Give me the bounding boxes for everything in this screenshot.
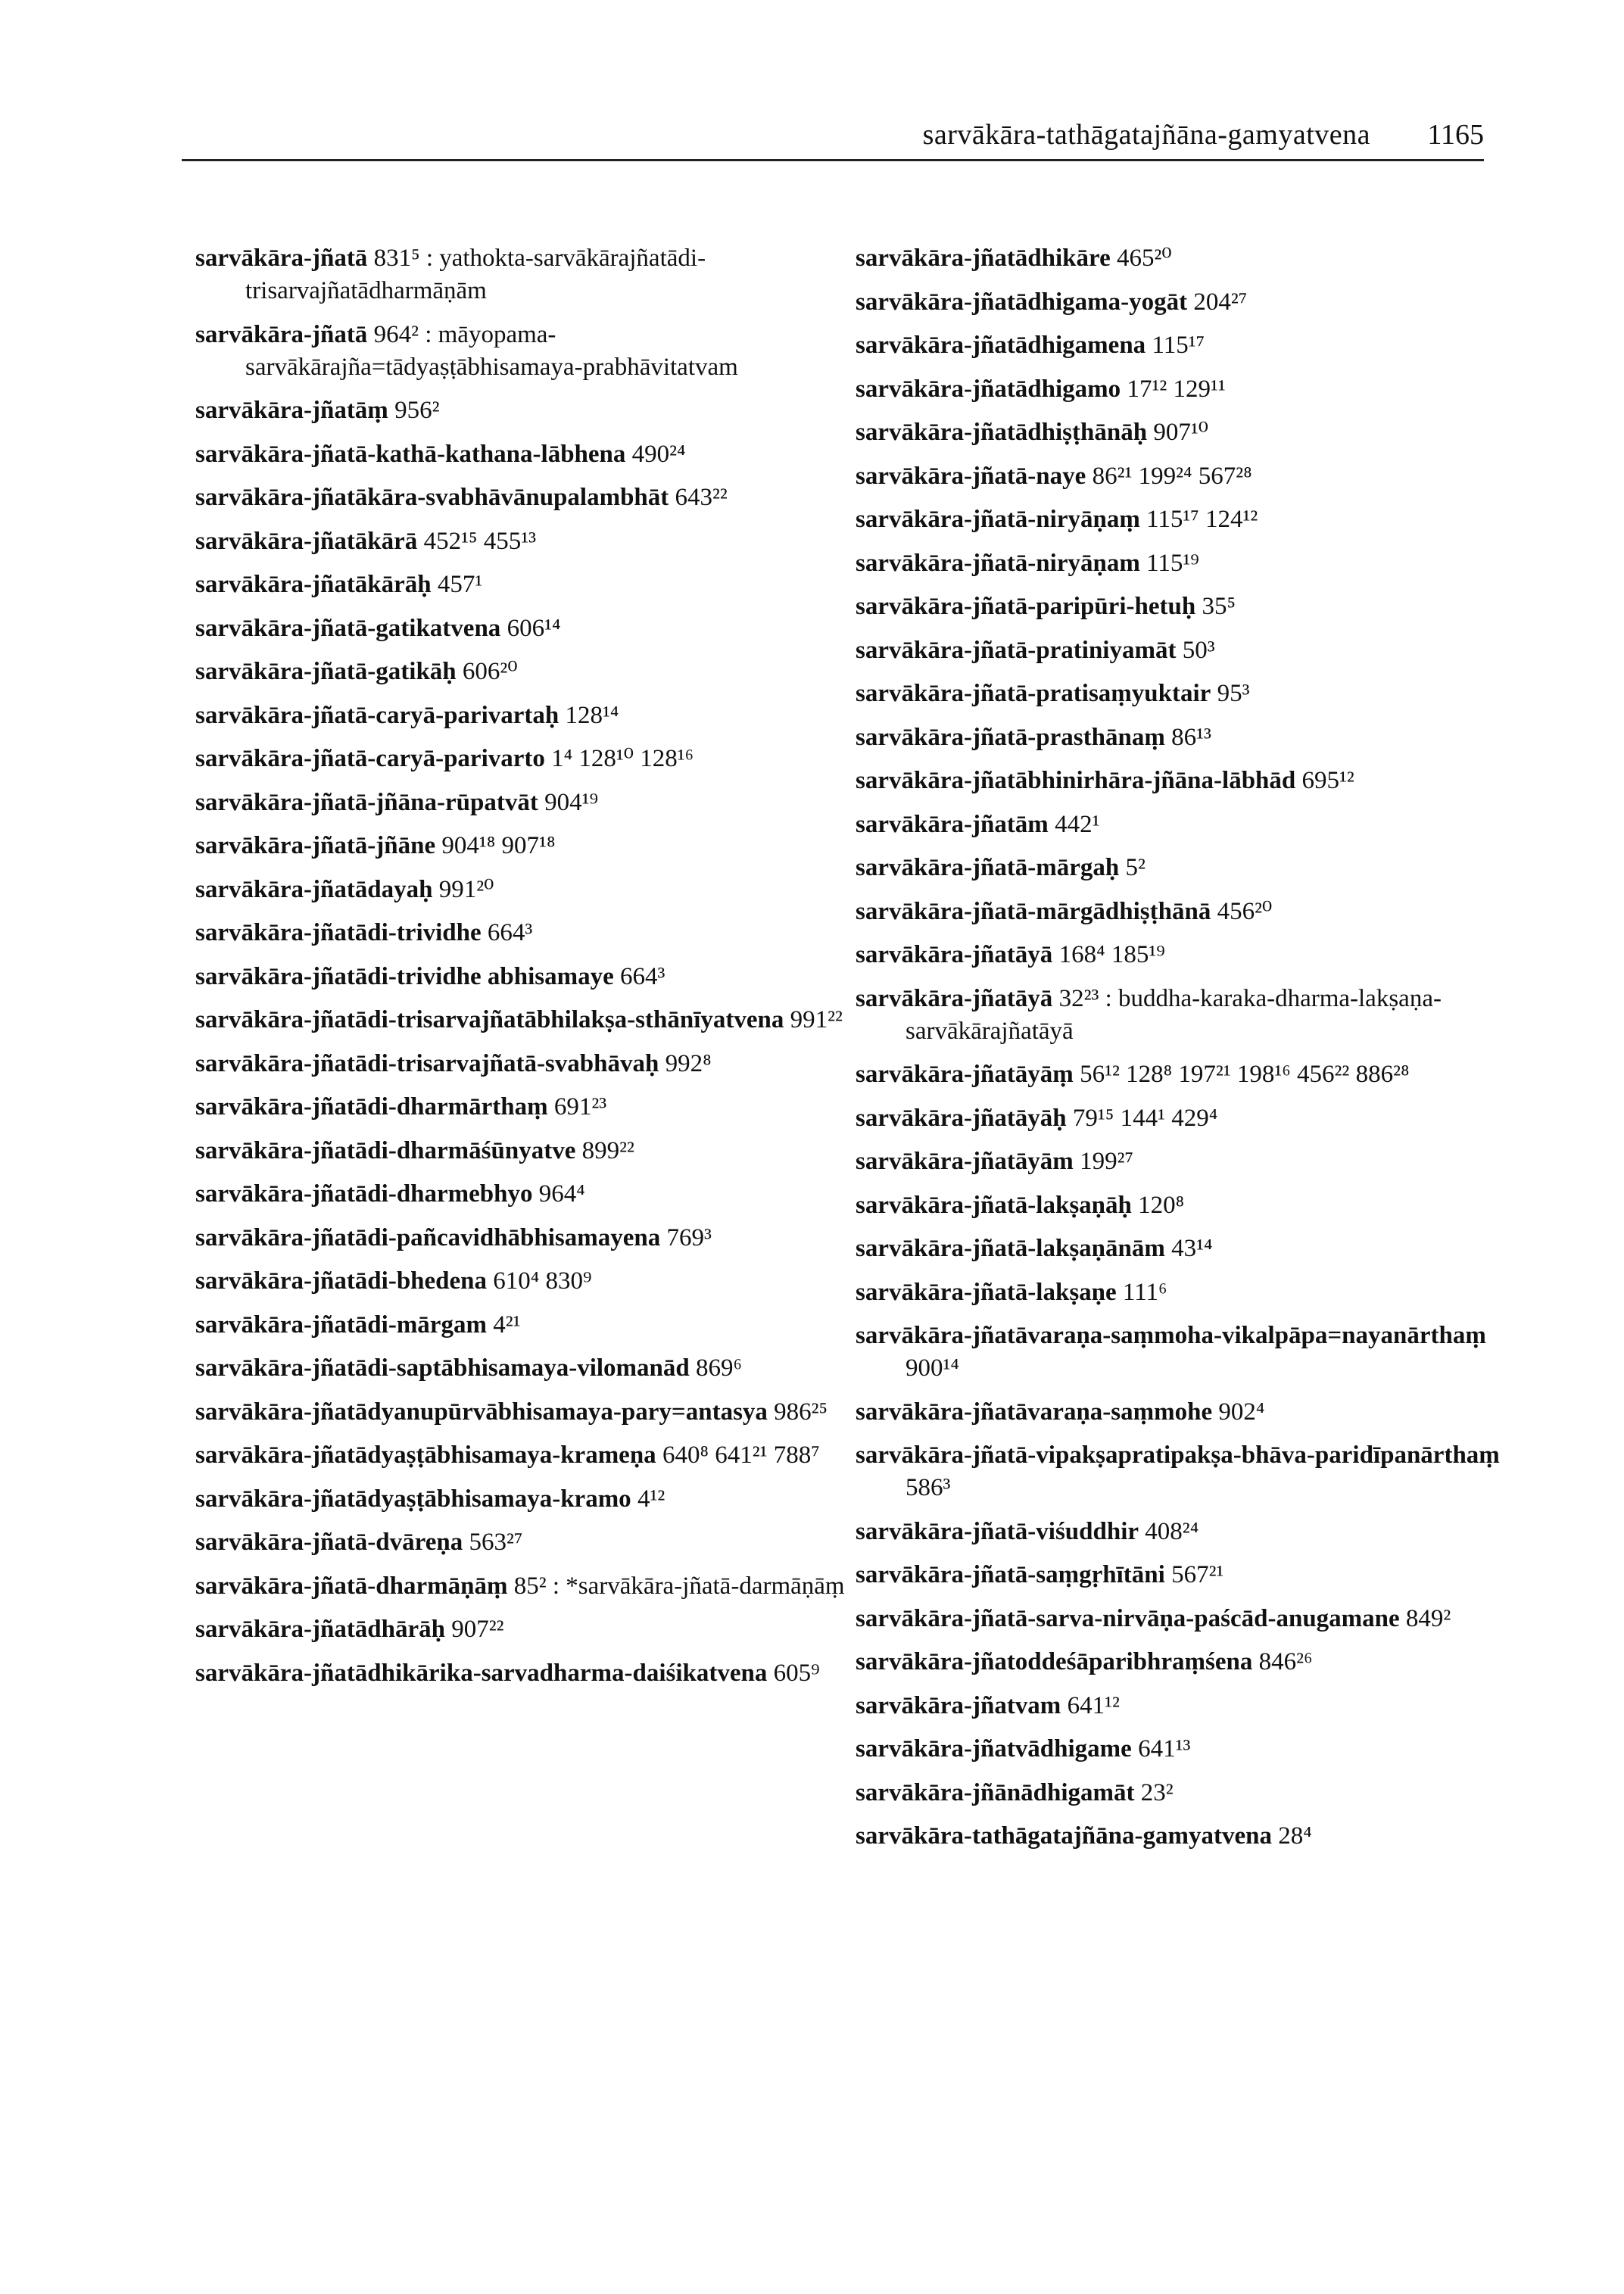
index-entry bbox=[195, 1091, 846, 1124]
entry-term: sarvākāra-jñatā-caryā-parivarto bbox=[195, 745, 545, 772]
entry-term: sarvākāra-jñatāvaraṇa-saṃmohe bbox=[856, 1398, 1213, 1426]
entry-term: sarvākāra-jñatādyaṣṭābhisamaya-kramo bbox=[195, 1485, 631, 1513]
index-entry bbox=[856, 460, 1507, 493]
index-entry bbox=[195, 242, 846, 307]
entry-term: sarvākāra-jñatā-viśuddhir bbox=[856, 1517, 1139, 1545]
entry-term: sarvākāra-jñatā-prasthānaṃ bbox=[856, 723, 1165, 751]
entry-refs: 43¹⁴ bbox=[1171, 1235, 1213, 1262]
entry-term: sarvākāra-jñatā-mārgādhiṣṭhānā bbox=[856, 897, 1211, 925]
index-entry bbox=[195, 569, 846, 601]
index-entry bbox=[856, 1733, 1507, 1766]
entry-refs: 95³ bbox=[1217, 680, 1250, 707]
page-header bbox=[182, 114, 1484, 161]
entry-refs: 869⁶ bbox=[695, 1354, 742, 1382]
entry-refs: 115¹⁷ 124¹² bbox=[1146, 506, 1258, 533]
entry-refs: 79¹⁵ 144¹ 429⁴ bbox=[1072, 1104, 1218, 1132]
index-entry bbox=[195, 1309, 846, 1342]
entry-refs: 964² : māyopama-sarvākārajña=tādyaṣṭābhisamaya-prabhāvitatvam bbox=[245, 320, 738, 381]
entry-refs: 86¹³ bbox=[1171, 723, 1211, 751]
index-entry bbox=[856, 416, 1507, 449]
entry-term: sarvākāra-jñatādhigamo bbox=[856, 375, 1121, 403]
entry-refs: 4²¹ bbox=[493, 1311, 521, 1339]
entry-refs: 32²³ : buddha-karaka-dharma-lakṣaṇa-sarvākārajñatāyā bbox=[906, 984, 1442, 1045]
entry-refs: 452¹⁵ 455¹³ bbox=[423, 527, 536, 555]
index-entry bbox=[195, 1352, 846, 1385]
entry-refs: 964⁴ bbox=[538, 1180, 585, 1208]
entry-term: sarvākāra-jñatā-niryāṇaṃ bbox=[856, 506, 1140, 533]
index-entry bbox=[195, 394, 846, 427]
entry-term: sarvākāra-jñatākāra-svabhāvānupalambhāt bbox=[195, 484, 669, 511]
entry-refs: 442¹ bbox=[1055, 810, 1100, 838]
entry-refs: 563²⁷ bbox=[469, 1529, 523, 1556]
entry-term: sarvākāra-jñatā-lakṣaṇe bbox=[856, 1278, 1117, 1306]
entry-term: sarvākāra-jñatoddeśāparibhraṃśena bbox=[856, 1648, 1253, 1675]
entry-refs: 115¹⁹ bbox=[1146, 549, 1199, 577]
entry-refs: 846²⁶ bbox=[1258, 1648, 1313, 1675]
entry-term: sarvākāra-jñatā-gatikatvena bbox=[195, 614, 501, 642]
index-entry bbox=[195, 1004, 846, 1036]
entry-refs: 641¹² bbox=[1067, 1691, 1120, 1719]
index-entry bbox=[856, 591, 1507, 623]
entry-refs: 85² : *sarvākāra-jñatā-darmāṇāṃ bbox=[513, 1572, 845, 1600]
entry-refs: 664³ bbox=[620, 962, 665, 990]
entry-term: sarvākāra-jñatāṃ bbox=[195, 397, 388, 424]
index-entry bbox=[195, 482, 846, 514]
entry-refs: 128¹⁴ bbox=[565, 701, 619, 729]
entry-refs: 907¹⁰ bbox=[1153, 419, 1208, 446]
entry-refs: 17¹² 129¹¹ bbox=[1127, 375, 1226, 403]
entry-refs: 4¹² bbox=[637, 1485, 665, 1513]
index-entry bbox=[856, 1102, 1507, 1135]
entry-term: sarvākāra-jñatākārāḥ bbox=[195, 571, 432, 598]
entry-term: sarvākāra-jñatādhikārika-sarvadharma-daiśikatvena bbox=[195, 1659, 768, 1687]
entry-term: sarvākāra-jñatākārā bbox=[195, 527, 418, 555]
entry-term: sarvākāra-jñatādi-trisarvajñatābhilakṣa-sthānīyatvena bbox=[195, 1006, 784, 1033]
entry-refs: 849² bbox=[1405, 1604, 1451, 1632]
entry-refs: 900¹⁴ bbox=[906, 1354, 959, 1382]
entry-term: sarvākāra-jñatādhiṣṭhānāḥ bbox=[856, 419, 1148, 446]
entry-term: sarvākāra-jñatādi-bhedena bbox=[195, 1267, 488, 1295]
entry-term: sarvākāra-jñatā-jñāna-rūpatvāt bbox=[195, 788, 538, 816]
index-entry bbox=[856, 1646, 1507, 1678]
index-entry bbox=[195, 1657, 846, 1690]
entry-refs: 907²² bbox=[451, 1616, 504, 1643]
index-entry bbox=[856, 1777, 1507, 1809]
entry-refs: 86²¹ 199²⁴ 567²⁸ bbox=[1092, 462, 1252, 490]
index-entry bbox=[195, 830, 846, 862]
entry-term: sarvākāra-jñatādyaṣṭābhisamaya-krameṇa bbox=[195, 1442, 656, 1469]
index-entry bbox=[195, 1439, 846, 1472]
entry-refs: 956² bbox=[394, 397, 440, 424]
entry-term: sarvākāra-jñatādhigama-yogāt bbox=[856, 288, 1188, 316]
page-number: 1165 bbox=[1427, 119, 1484, 151]
index-entry bbox=[195, 1526, 846, 1559]
entry-refs: 586³ bbox=[906, 1474, 951, 1501]
entry-refs: 606²⁰ bbox=[462, 658, 518, 685]
entry-term: sarvākāra-jñatā-mārgaḥ bbox=[856, 854, 1120, 881]
entry-term: sarvākāra-jñatā-vipakṣapratipakṣa-bhāva-paridīpanārthaṃ bbox=[856, 1442, 1500, 1469]
index-entry bbox=[856, 1396, 1507, 1429]
entry-term: sarvākāra-jñatā-paripūri-hetuḥ bbox=[856, 593, 1196, 620]
entry-term: sarvākāra-jñatvam bbox=[856, 1691, 1061, 1719]
index-entry bbox=[856, 765, 1507, 797]
entry-refs: 23² bbox=[1140, 1778, 1174, 1806]
entry-refs: 1⁴ 128¹⁰ 128¹⁶ bbox=[551, 745, 694, 772]
index-entry bbox=[195, 1613, 846, 1646]
entry-term: sarvākāra-jñatā-naye bbox=[856, 462, 1086, 490]
index-entry bbox=[856, 1690, 1507, 1722]
index-entry bbox=[856, 547, 1507, 580]
index-entry bbox=[195, 1178, 846, 1211]
entry-term: sarvākāra-jñatāyāṃ bbox=[856, 1061, 1074, 1088]
entry-refs: 35⁵ bbox=[1202, 593, 1236, 620]
entry-term: sarvākāra-jñatādi-dharmebhyo bbox=[195, 1180, 533, 1208]
entry-term: sarvākāra-jñatādhikāre bbox=[856, 245, 1111, 272]
entry-term: sarvākāra-jñatādi-dharmārthaṃ bbox=[195, 1093, 548, 1121]
entry-term: sarvākāra-jñatā-pratisaṃyuktair bbox=[856, 680, 1211, 707]
index-entry bbox=[856, 286, 1507, 319]
entry-refs: 769³ bbox=[666, 1223, 712, 1251]
entry-term: sarvākāra-jñatā-lakṣaṇānām bbox=[856, 1235, 1165, 1262]
entry-term: sarvākāra-jñatā-caryā-parivartaḥ bbox=[195, 701, 560, 729]
entry-refs: 902⁴ bbox=[1218, 1398, 1265, 1426]
entry-refs: 831⁵ : yathokta-sarvākārajñatādi-trisarvajñatādharmāṇām bbox=[245, 245, 706, 304]
index-entry bbox=[195, 787, 846, 819]
entry-term: sarvākāra-jñatā-jñāne bbox=[195, 832, 436, 859]
entry-refs: 610⁴ 830⁹ bbox=[493, 1267, 592, 1295]
entry-refs: 606¹⁴ bbox=[507, 614, 561, 642]
entry-term: sarvākāra-jñatādi-saptābhisamaya-vilomanād bbox=[195, 1354, 690, 1382]
index-entry bbox=[195, 743, 846, 775]
index-entry bbox=[195, 700, 846, 732]
index-entry bbox=[856, 1145, 1507, 1178]
entry-term: sarvākāra-jñatā-dharmāṇāṃ bbox=[195, 1572, 508, 1600]
index-entry bbox=[856, 1516, 1507, 1548]
entry-refs: 992⁸ bbox=[665, 1049, 712, 1077]
entry-term: sarvākāra-jñatā-niryāṇam bbox=[856, 549, 1140, 577]
entry-refs: 408²⁴ bbox=[1145, 1517, 1199, 1545]
entry-term: sarvākāra-jñatvādhigame bbox=[856, 1735, 1132, 1763]
entry-refs: 640⁸ 641²¹ 788⁷ bbox=[662, 1442, 820, 1469]
index-entry bbox=[195, 656, 846, 688]
entry-term: sarvākāra-jñatā bbox=[195, 245, 368, 272]
entry-term: sarvākāra-jñatā-kathā-kathana-lābhena bbox=[195, 440, 626, 468]
entry-term: sarvākāra-jñatādi-dharmāśūnyatve bbox=[195, 1136, 576, 1164]
entry-term: sarvākāra-jñatāyā bbox=[856, 984, 1053, 1012]
entry-refs: 605⁹ bbox=[773, 1659, 820, 1687]
index-entry bbox=[195, 319, 846, 384]
index-entry bbox=[195, 525, 846, 558]
entry-term: sarvākāra-jñatā-saṃgṛhītāni bbox=[856, 1561, 1165, 1588]
entry-term: sarvākāra-jñatā-gatikāḥ bbox=[195, 658, 457, 685]
index-entry bbox=[856, 373, 1507, 406]
right-column bbox=[856, 242, 1507, 1864]
index-entry bbox=[195, 1222, 846, 1255]
entry-refs: 50³ bbox=[1182, 636, 1215, 664]
entry-term: sarvākāra-jñatā-pratiniyamāt bbox=[856, 636, 1177, 664]
entry-term: sarvākāra-jñatāyāḥ bbox=[856, 1104, 1067, 1132]
entry-refs: 991²⁰ bbox=[438, 875, 494, 903]
entry-term: sarvākāra-jñatādayaḥ bbox=[195, 875, 433, 903]
entry-refs: 567²¹ bbox=[1171, 1561, 1224, 1588]
entry-term: sarvākāra-jñatādyanupūrvābhisamaya-pary=antasya bbox=[195, 1398, 768, 1426]
index-entry bbox=[195, 917, 846, 949]
index-entry bbox=[195, 961, 846, 993]
index-entry bbox=[195, 1396, 846, 1429]
index-entry bbox=[195, 1048, 846, 1080]
entry-refs: 643²² bbox=[675, 484, 728, 511]
index-entry bbox=[856, 1559, 1507, 1591]
entry-refs: 204²⁷ bbox=[1193, 288, 1248, 316]
left-column bbox=[195, 242, 846, 1700]
entry-refs: 111⁶ bbox=[1122, 1278, 1167, 1306]
entry-refs: 456²⁰ bbox=[1217, 897, 1273, 925]
index-entry bbox=[856, 503, 1507, 536]
entry-refs: 641¹³ bbox=[1138, 1735, 1191, 1763]
index-entry bbox=[856, 722, 1507, 754]
entry-refs: 904¹⁹ bbox=[544, 788, 598, 816]
entry-term: sarvākāra-jñatādi-trividhe bbox=[195, 919, 482, 946]
entry-refs: 168⁴ 185¹⁹ bbox=[1058, 941, 1165, 968]
index-entry bbox=[195, 1265, 846, 1298]
index-entry bbox=[856, 1276, 1507, 1309]
index-entry bbox=[195, 1135, 846, 1167]
entry-term: sarvākāra-jñatādhigamena bbox=[856, 332, 1146, 359]
index-entry bbox=[195, 874, 846, 906]
entry-term: sarvākāra-jñatām bbox=[856, 810, 1049, 838]
entry-term: sarvākāra-jñatābhinirhāra-jñāna-lābhād bbox=[856, 767, 1296, 794]
entry-term: sarvākāra-jñatādhārāḥ bbox=[195, 1616, 446, 1643]
index-entry bbox=[856, 1058, 1507, 1091]
entry-refs: 904¹⁸ 907¹⁸ bbox=[441, 832, 556, 859]
index-entry bbox=[195, 1570, 846, 1603]
entry-refs: 899²² bbox=[581, 1136, 634, 1164]
entry-term: sarvākāra-jñatā-sarva-nirvāṇa-paścād-anugamane bbox=[856, 1604, 1400, 1632]
entry-refs: 465²⁰ bbox=[1117, 245, 1172, 272]
entry-term: sarvākāra-jñatāyā bbox=[856, 941, 1053, 968]
running-head: sarvākāra-tathāgatajñāna-gamyatvena bbox=[922, 119, 1370, 151]
entry-refs: 28⁴ bbox=[1278, 1822, 1312, 1850]
index-entry bbox=[856, 634, 1507, 667]
entry-refs: 664³ bbox=[487, 919, 533, 946]
index-entry bbox=[856, 329, 1507, 362]
index-entry bbox=[856, 1820, 1507, 1853]
index-entry bbox=[856, 1189, 1507, 1222]
entry-term: sarvākāra-jñatādi-pañcavidhābhisamayena bbox=[195, 1223, 661, 1251]
index-entry bbox=[856, 896, 1507, 928]
entry-refs: 695¹² bbox=[1301, 767, 1354, 794]
entry-refs: 56¹² 128⁸ 197²¹ 198¹⁶ 456²² 886²⁸ bbox=[1080, 1061, 1410, 1088]
entry-refs: 457¹ bbox=[437, 571, 483, 598]
entry-term: sarvākāra-jñatādi-mārgam bbox=[195, 1311, 487, 1339]
entry-term: sarvākāra-jñatāyām bbox=[856, 1148, 1074, 1175]
index-entry bbox=[856, 1320, 1507, 1385]
index-entry bbox=[856, 1439, 1507, 1504]
entry-term: sarvākāra-jñatādi-trisarvajñatā-svabhāvaḥ bbox=[195, 1049, 659, 1077]
index-entry bbox=[856, 1603, 1507, 1635]
index-entry bbox=[856, 852, 1507, 884]
entry-term: sarvākāra-jñānādhigamāt bbox=[856, 1778, 1135, 1806]
index-entry bbox=[856, 678, 1507, 710]
entry-term: sarvākāra-jñatā-dvāreṇa bbox=[195, 1529, 463, 1556]
index-entry bbox=[856, 1233, 1507, 1265]
entry-term: sarvākāra-jñatāvaraṇa-saṃmoha-vikalpāpa=nayanārthaṃ bbox=[856, 1322, 1486, 1349]
index-entry bbox=[195, 1483, 846, 1516]
entry-term: sarvākāra-jñatā-lakṣaṇāḥ bbox=[856, 1191, 1132, 1219]
index-entry bbox=[856, 809, 1507, 841]
entry-refs: 991²² bbox=[790, 1006, 843, 1033]
index-entry bbox=[195, 612, 846, 645]
entry-term: sarvākāra-jñatā bbox=[195, 320, 368, 348]
index-entry bbox=[856, 242, 1507, 275]
index-entry bbox=[856, 939, 1507, 971]
entry-term: sarvākāra-jñatādi-trividhe abhisamaye bbox=[195, 962, 614, 990]
entry-refs: 691²³ bbox=[553, 1093, 607, 1121]
entry-refs: 115¹⁷ bbox=[1152, 332, 1205, 359]
index-entry bbox=[195, 438, 846, 471]
entry-term: sarvākāra-tathāgatajñāna-gamyatvena bbox=[856, 1822, 1272, 1850]
entry-refs: 490²⁴ bbox=[631, 440, 686, 468]
entry-refs: 5² bbox=[1125, 854, 1146, 881]
index-entry bbox=[856, 983, 1507, 1048]
entry-refs: 120⁸ bbox=[1138, 1191, 1185, 1219]
entry-refs: 986²⁵ bbox=[774, 1398, 828, 1426]
entry-refs: 199²⁷ bbox=[1080, 1148, 1133, 1175]
